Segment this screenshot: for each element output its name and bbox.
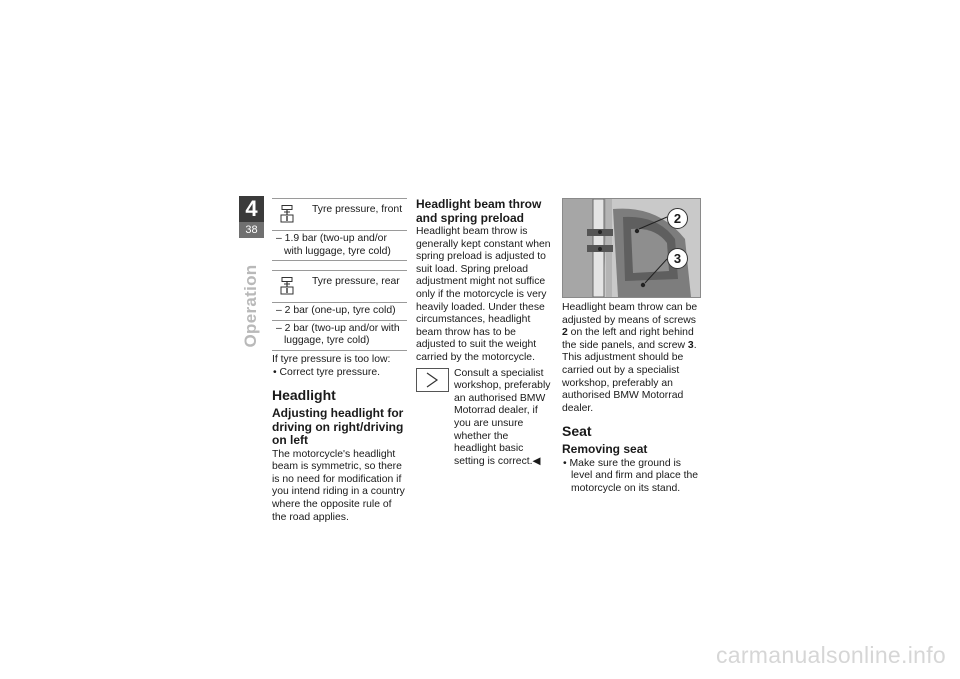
spec-value: 1.9 bar (two-up and/or with luggage, tyre cold) (284, 233, 391, 257)
spec-value: 2 bar (one-up, tyre cold) (284, 305, 396, 317)
bullet-text: Correct tyre pressure. (279, 366, 381, 378)
paragraph: Headlight beam throw is generally kept constant when spring preload is adjusted to suit load. Spring preload adjustment might not suffice only if the motorcycle is very heavily loaded. Under these circumstances, headlight beam throw has to be adjusted to suit the weight carried by the motorcycle. (416, 226, 551, 363)
tyre-gauge-icon (280, 205, 294, 223)
section-label: Operation (241, 264, 260, 348)
section-heading-seat: Seat (562, 423, 592, 440)
spec-label-rear: Tyre pressure, rear (312, 276, 400, 288)
caption-text: Headlight beam throw can be adjusted by means of screws (562, 302, 698, 326)
column-3 (562, 198, 699, 496)
spec-row: – 1.9 bar (two-up and/or with luggage, tyre cold) (276, 233, 391, 257)
spec-row: – 2 bar (two-up and/or with luggage, tyre cold) (272, 320, 407, 350)
column-2 (416, 198, 551, 468)
spec-header-front (272, 199, 407, 231)
spec-value: 2 bar (two-up and/or with luggage, tyre cold) (284, 322, 400, 347)
spec-table-front (272, 198, 407, 261)
subsection-heading-beam: Headlight beam throw and spring preload (416, 197, 542, 225)
spec-table-rear (272, 270, 407, 351)
spec-header-rear (272, 271, 407, 303)
screw-ref-2: 2 (562, 327, 568, 339)
note-text-body: Consult a specialist workshop, preferably an authorised BMW Motorrad dealer, if you are unsure whether the headlight basic setting is correct. (454, 367, 551, 467)
page-number: 38 (239, 222, 264, 238)
note-block (416, 368, 551, 469)
end-mark-icon: ◀ (532, 455, 541, 467)
chapter-tab (239, 196, 264, 238)
spec-row: – 2 bar (one-up, tyre cold) (276, 305, 396, 317)
bullet-text: Make sure the ground is level and firm and place the motorcycle on its stand. (569, 457, 699, 495)
caption-text: on the left and right behind the side panels, and screw (562, 327, 694, 351)
spec-label-front: Tyre pressure, front (312, 204, 403, 215)
note-arrow-icon (416, 368, 449, 392)
paragraph: The motorcycle's headlight beam is symmetric, so there is no need for modification if you intend riding in a country where the opposite rule of the road applies. (272, 448, 405, 523)
subsection-heading-adjust: Adjusting headlight for driving on right/driving on left (272, 406, 404, 448)
screw-ref-3: 3 (687, 339, 694, 351)
subsection-heading-removing-seat: Removing seat (562, 442, 648, 457)
callout-2: 2 (667, 208, 688, 229)
chapter-number: 4 (245, 196, 258, 221)
caption-text: . This adjustment should be carried out by a specialist workshop, preferably an authorised BMW Motorrad dealer. (562, 339, 697, 414)
paragraph: If tyre pressure is too low: (272, 353, 391, 365)
tyre-gauge-icon (280, 277, 294, 295)
section-heading-headlight: Headlight (272, 387, 336, 404)
bullet-item: • Correct tyre pressure. (273, 366, 381, 378)
callout-3: 3 (667, 248, 688, 269)
photo-caption (562, 302, 699, 415)
bullet-item: • Make sure the ground is level and firm and place the motorcycle on its stand. (563, 457, 699, 495)
column-1 (272, 198, 407, 524)
headlight-photo (562, 198, 701, 298)
watermark: carmanualsonline.info (715, 642, 946, 668)
